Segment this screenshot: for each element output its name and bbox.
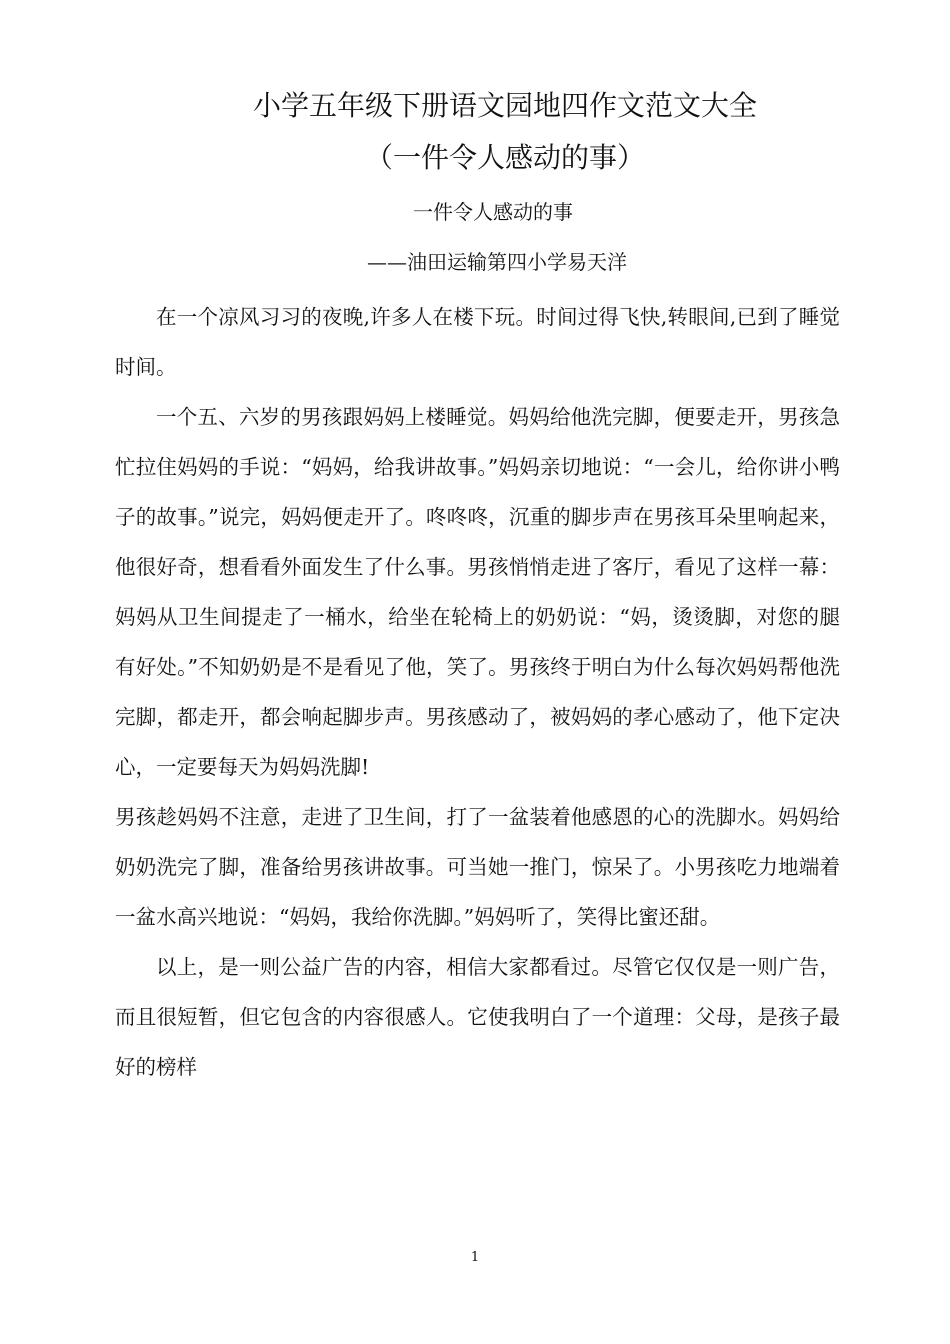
essay-body	[115, 292, 840, 1092]
essay-author: ——油田运输第四小学易天洋	[367, 250, 627, 274]
page-number: 1	[470, 1250, 480, 1265]
paragraph-3: 男孩趁妈妈不注意，走进了卫生间，打了一盆装着他感恩的心的洗脚水。妈妈给奶奶洗完了脚，准备给男孩讲故事。可当她一推门，惊呆了。小男孩吃力地端着一盆水高兴地说：“妈妈，我给你洗脚。”妈妈听了，笑得比蜜还甜。	[115, 805, 840, 929]
document-title-subtitle: （一件令人感动的事）	[364, 141, 645, 174]
essay-title: 一件令人感动的事	[413, 200, 573, 224]
paragraph-2: 一个五、六岁的男孩跟妈妈上楼睡觉。妈妈给他洗完脚，便要走开，男孩急忙拉住妈妈的手说：“妈妈，给我讲故事。”妈妈亲切地说：“一会儿，给你讲小鸭子的故事。”说完，妈妈便走开了。咚咚咚，沉重的脚步声在男孩耳朵里响起来，他很好奇，想看看外面发生了什么事。男孩悄悄走进了客厅，看见了这样一幕：妈妈从卫生间提走了一桶水，给坐在轮椅上的奶奶说：“妈，烫烫脚，对您的腿有好处。”不知奶奶是不是看见了他，笑了。男孩终于明白为什么每次妈妈帮他洗完脚，都走开，都会响起脚步声。男孩感动了，被妈妈的孝心感动了，他下定决心，一定要每天为妈妈洗脚!	[115, 405, 840, 779]
paragraph-1: 在一个凉风习习的夜晚,许多人在楼下玩。时间过得飞快,转眼间,已到了睡觉时间。	[115, 305, 840, 379]
paragraph-4: 以上，是一则公益广告的内容，相信大家都看过。尽管它仅仅是一则广告，而且很短暂，但它包含的内容很感人。它使我明白了一个道理：父母，是孩子最好的榜样	[115, 955, 840, 1079]
document-title: 小学五年级下册语文园地四作文范文大全	[252, 89, 757, 122]
